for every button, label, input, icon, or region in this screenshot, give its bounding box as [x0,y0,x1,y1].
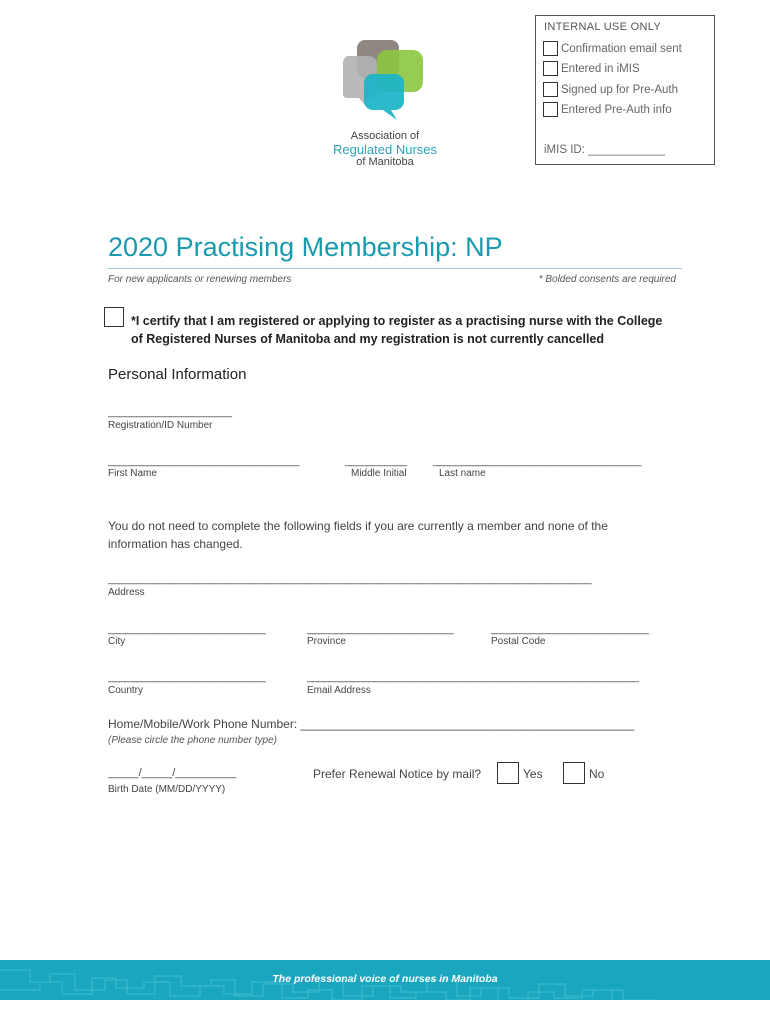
registration-id-label: Registration/ID Number [108,420,213,431]
internal-item-confirmation[interactable] [543,41,682,56]
phone-number-field[interactable]: Home/Mobile/Work Phone Number: __________________________________________________ [108,717,635,731]
internal-checkbox[interactable] [543,41,558,56]
birth-date-field[interactable]: _____/_____/__________ [108,767,237,779]
internal-checkbox[interactable] [543,102,558,117]
footer-banner [0,960,770,1000]
certify-checkbox[interactable] [104,307,124,327]
last-name-label: Last name [439,468,486,479]
page-title: 2020 Practising Membership: NP [108,232,503,262]
internal-item-label: Entered Pre-Auth info [561,103,672,116]
page-subtitle: For new applicants or renewing members [108,274,292,285]
renewal-no-label: No [589,767,605,781]
province-field[interactable]: __________________________ [307,623,454,635]
email-field[interactable]: ___________________________________________________________ [307,671,639,683]
renewal-no-checkbox[interactable] [563,762,585,784]
postal-code-label: Postal Code [491,636,546,647]
last-name-field[interactable]: _____________________________________ [433,455,641,467]
country-label: Country [108,685,144,696]
first-name-field[interactable]: __________________________________ [108,455,300,467]
certify-statement: *I certify that I am registered or applying to register as a practising nurse with the College of Registered Nurses of Manitoba and my registration is not currently cancelled [131,314,663,346]
email-label: Email Address [307,685,371,696]
logo-line-association: Association of [350,130,420,142]
address-label: Address [108,587,145,598]
footer-tagline: The professional voice of nurses in Manitoba [272,973,498,985]
middle-initial-label: Middle Initial [351,468,407,479]
renewal-notice-question: Prefer Renewal Notice by mail? [313,767,482,781]
internal-checkbox[interactable] [543,61,558,76]
personal-info-heading: Personal Information [108,366,247,383]
city-label: City [108,636,126,647]
renewal-yes-label: Yes [523,767,543,781]
country-field[interactable]: ____________________________ [108,671,266,683]
registration-id-field[interactable]: ______________________ [108,406,232,418]
logo-line-regulated: Regulated Nurses [332,142,438,157]
renewal-yes-checkbox[interactable] [497,762,519,784]
internal-item-label: Entered in iMIS [561,62,640,75]
birth-date-label: Birth Date (MM/DD/YYYY) [108,784,226,795]
arnm-logo-icon [343,38,429,128]
address-field[interactable]: ______________________________________________________________________________________ [108,573,592,585]
internal-item-preauth-info[interactable] [543,102,672,117]
internal-checkbox[interactable] [543,82,558,97]
optional-fields-note: You do not need to complete the following fields if you are currently a member and none of the information has changed. [108,519,608,551]
middle-initial-field[interactable]: ___________ [345,455,407,467]
postal-code-field[interactable]: ____________________________ [491,623,649,635]
internal-item-imis[interactable] [543,61,640,76]
logo-line-manitoba: of Manitoba [356,156,414,168]
city-field[interactable]: ____________________________ [108,623,266,635]
required-note: * Bolded consents are required [538,274,676,285]
phone-type-note: (Please circle the phone number type) [108,735,277,746]
internal-use-title: INTERNAL USE ONLY [544,21,661,33]
first-name-label: First Name [108,468,157,479]
internal-item-label: Signed up for Pre-Auth [561,83,678,96]
arnm-logo-text [320,130,450,169]
internal-item-label: Confirmation email sent [561,42,682,55]
internal-item-preauth[interactable] [543,82,678,97]
province-label: Province [307,636,346,647]
title-divider [108,268,682,269]
imis-id-field[interactable]: iMIS ID: ____________ [544,144,665,156]
